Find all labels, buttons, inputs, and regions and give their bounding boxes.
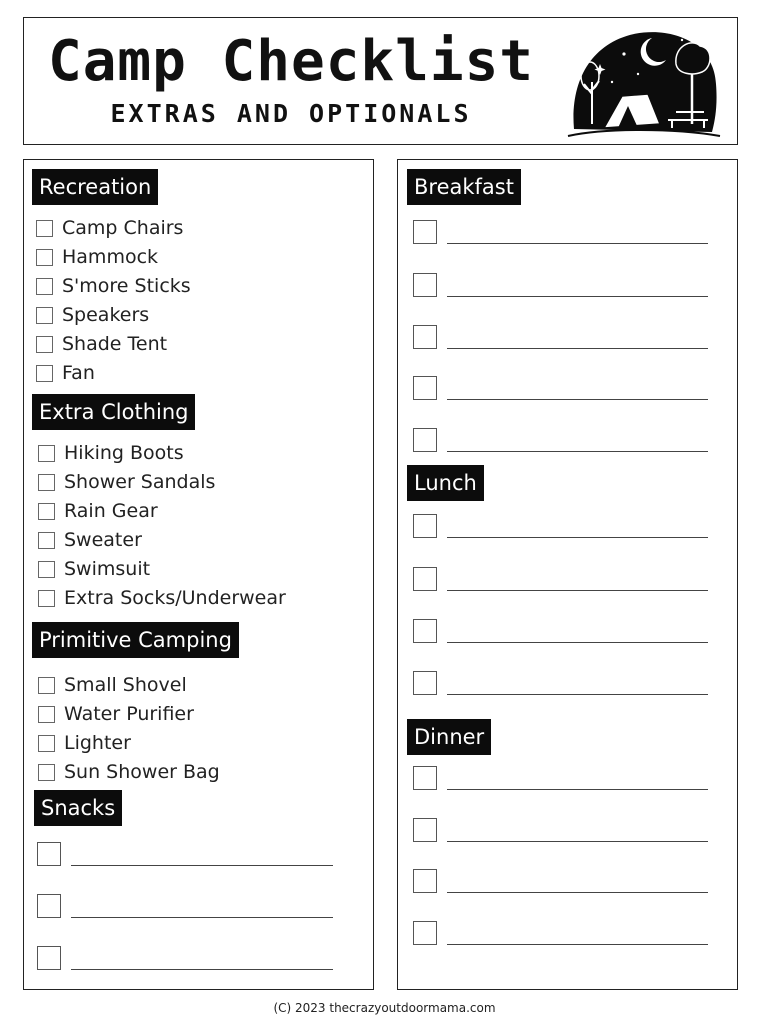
checkbox[interactable] bbox=[38, 735, 55, 752]
list-item[interactable]: Shower Sandals bbox=[38, 470, 215, 494]
list-item[interactable]: Camp Chairs bbox=[36, 216, 183, 240]
checkbox[interactable] bbox=[38, 590, 55, 607]
list-item[interactable]: Swimsuit bbox=[38, 557, 150, 581]
list-item[interactable]: Fan bbox=[36, 361, 95, 385]
dinner-heading: Dinner bbox=[407, 719, 491, 755]
checkbox[interactable] bbox=[413, 428, 437, 452]
checkbox[interactable] bbox=[38, 764, 55, 781]
list-item[interactable]: S'more Sticks bbox=[36, 274, 191, 298]
primitive-camping-heading: Primitive Camping bbox=[32, 622, 239, 658]
snacks-heading: Snacks bbox=[34, 790, 122, 826]
write-in-line[interactable] bbox=[447, 642, 708, 643]
checkbox[interactable] bbox=[36, 249, 53, 266]
write-in-line[interactable] bbox=[71, 917, 333, 918]
checkbox[interactable] bbox=[37, 894, 61, 918]
checkbox[interactable] bbox=[413, 818, 437, 842]
checkbox[interactable] bbox=[38, 503, 55, 520]
checkbox[interactable] bbox=[413, 514, 437, 538]
checkbox[interactable] bbox=[413, 671, 437, 695]
breakfast-heading: Breakfast bbox=[407, 169, 521, 205]
page-subtitle: EXTRAS AND OPTIONALS bbox=[110, 99, 472, 128]
write-in-line[interactable] bbox=[447, 789, 708, 790]
right-column bbox=[397, 159, 738, 990]
write-in-line[interactable] bbox=[71, 969, 333, 970]
checkbox[interactable] bbox=[413, 766, 437, 790]
checkbox[interactable] bbox=[38, 474, 55, 491]
left-column bbox=[23, 159, 374, 990]
copyright-footer: (C) 2023 thecrazyoutdoormama.com bbox=[273, 1001, 496, 1015]
extra-clothing-heading: Extra Clothing bbox=[32, 394, 195, 430]
list-item[interactable]: Hiking Boots bbox=[38, 441, 184, 465]
write-in-line[interactable] bbox=[447, 451, 708, 452]
checkbox[interactable] bbox=[38, 561, 55, 578]
checkbox[interactable] bbox=[38, 532, 55, 549]
write-in-line[interactable] bbox=[447, 944, 708, 945]
list-item[interactable]: Water Purifier bbox=[38, 702, 194, 726]
header-banner bbox=[23, 17, 738, 145]
write-in-line[interactable] bbox=[447, 841, 708, 842]
checkbox[interactable] bbox=[37, 842, 61, 866]
checkbox[interactable] bbox=[413, 567, 437, 591]
write-in-line[interactable] bbox=[71, 865, 333, 866]
checkbox[interactable] bbox=[36, 307, 53, 324]
checkbox[interactable] bbox=[36, 365, 53, 382]
checkbox[interactable] bbox=[36, 336, 53, 353]
list-item[interactable]: Sun Shower Bag bbox=[38, 760, 220, 784]
list-item[interactable]: Sweater bbox=[38, 528, 142, 552]
page-title: Camp Checklist bbox=[47, 29, 534, 94]
checkbox[interactable] bbox=[38, 677, 55, 694]
checkbox[interactable] bbox=[413, 325, 437, 349]
checkbox[interactable] bbox=[413, 376, 437, 400]
list-item[interactable]: Small Shovel bbox=[38, 673, 187, 697]
checkbox[interactable] bbox=[413, 921, 437, 945]
checkbox[interactable] bbox=[36, 220, 53, 237]
checkbox[interactable] bbox=[413, 619, 437, 643]
checkbox[interactable] bbox=[413, 869, 437, 893]
list-item[interactable]: Shade Tent bbox=[36, 332, 167, 356]
write-in-line[interactable] bbox=[447, 537, 708, 538]
checkbox[interactable] bbox=[37, 946, 61, 970]
list-item[interactable]: Extra Socks/Underwear bbox=[38, 586, 286, 610]
write-in-line[interactable] bbox=[447, 892, 708, 893]
write-in-line[interactable] bbox=[447, 694, 708, 695]
list-item[interactable]: Lighter bbox=[38, 731, 131, 755]
checkbox[interactable] bbox=[36, 278, 53, 295]
write-in-line[interactable] bbox=[447, 399, 708, 400]
write-in-line[interactable] bbox=[447, 348, 708, 349]
list-item[interactable]: Hammock bbox=[36, 245, 158, 269]
write-in-line[interactable] bbox=[447, 590, 708, 591]
list-item[interactable]: Speakers bbox=[36, 303, 149, 327]
list-item[interactable]: Rain Gear bbox=[38, 499, 158, 523]
checkbox[interactable] bbox=[413, 220, 437, 244]
recreation-heading: Recreation bbox=[32, 169, 158, 205]
checkbox[interactable] bbox=[38, 706, 55, 723]
write-in-line[interactable] bbox=[447, 243, 708, 244]
lunch-heading: Lunch bbox=[407, 465, 484, 501]
checkbox[interactable] bbox=[38, 445, 55, 462]
campsite-night-icon bbox=[564, 24, 724, 142]
checkbox[interactable] bbox=[413, 273, 437, 297]
write-in-line[interactable] bbox=[447, 296, 708, 297]
